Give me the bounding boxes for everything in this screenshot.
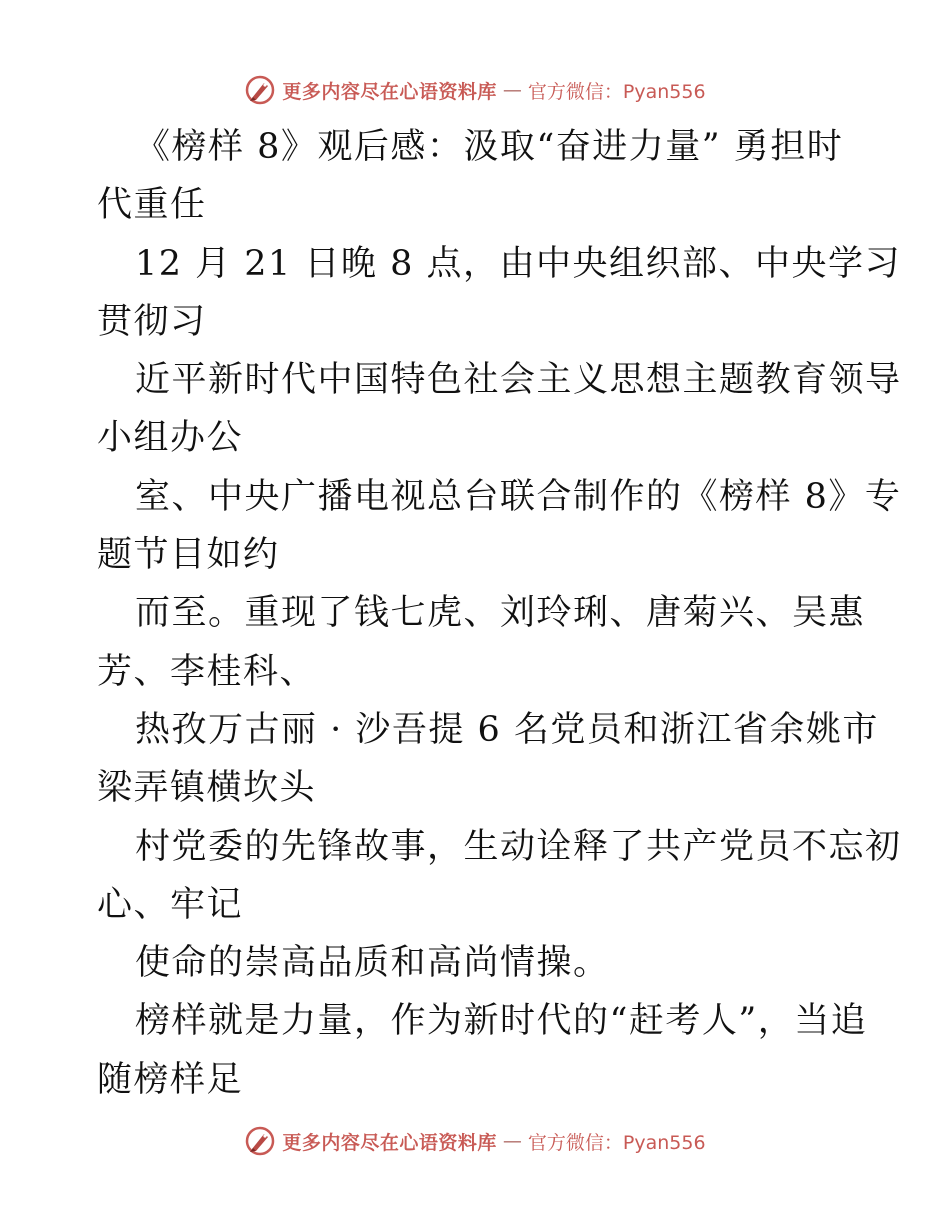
paragraph-line-continued: 心、牢记 <box>97 884 244 925</box>
title-line-continued: 代重任 <box>97 185 207 226</box>
pen-nib-logo-icon <box>244 1125 276 1157</box>
footer-banner <box>0 1121 950 1161</box>
footer-separator: — <box>502 1130 522 1152</box>
header-banner <box>0 70 950 110</box>
footer-wechat-id: 官方微信：Pyan556 <box>527 1131 706 1154</box>
paragraph-line: 而至。重现了钱七虎、刘玲琍、唐菊兴、吴惠 <box>135 593 866 634</box>
title-line: 《榜样 8》观后感：汲取“奋进力量” 勇担时 <box>135 127 844 167</box>
pen-nib-logo-icon <box>244 74 276 106</box>
paragraph-line-continued: 贯彻习 <box>97 301 207 342</box>
paragraph-line-continued: 芳、李桂科、 <box>97 651 317 692</box>
paragraph-line: 室、中央广播电视总台联合制作的《榜样 8》专 <box>135 476 902 517</box>
document-body <box>97 118 902 1109</box>
paragraph-line: 榜样就是力量，作为新时代的“赶考人”，当追 <box>135 1001 868 1042</box>
paragraph-line: 近平新时代中国特色社会主义思想主题教育领导 <box>135 360 902 401</box>
header-wechat-id: 官方微信：Pyan556 <box>527 80 706 103</box>
footer-slogan: 更多内容尽在心语资料库 <box>282 1131 497 1154</box>
paragraph-line: 村党委的先锋故事，生动诠释了共产党员不忘初 <box>135 826 902 867</box>
paragraph-line: 热孜万古丽 · 沙吾提 6 名党员和浙江省余姚市 <box>135 709 879 750</box>
paragraph-line: 使命的崇高品质和高尚情操。 <box>135 943 610 984</box>
paragraph-line-continued: 随榜样足 <box>97 1059 244 1100</box>
header-slogan: 更多内容尽在心语资料库 <box>282 80 497 103</box>
header-separator: — <box>502 79 522 101</box>
paragraph-line-continued: 题节目如约 <box>97 535 280 576</box>
paragraph-line-continued: 梁弄镇横坎头 <box>97 768 317 809</box>
paragraph-line: 12 月 21 日晚 8 点，由中央组织部、中央学习 <box>135 243 901 284</box>
paragraph-line-continued: 小组办公 <box>97 418 244 459</box>
